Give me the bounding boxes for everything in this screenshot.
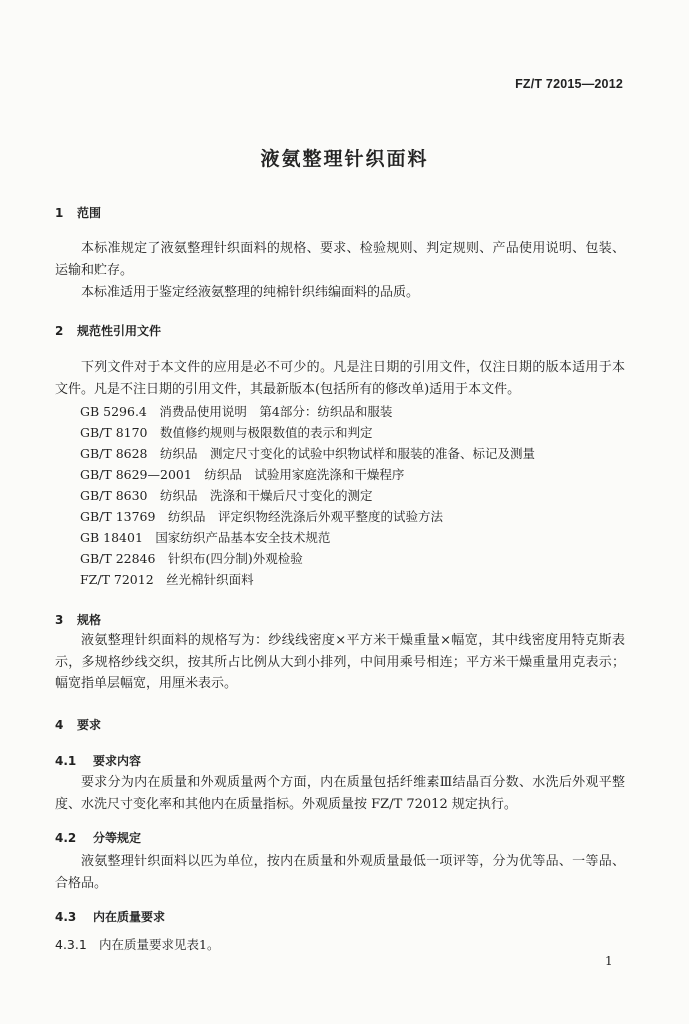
section-1-heading — [55, 204, 101, 221]
section-3-paragraph-1: 液氨整理针织面料的规格写为：纱线线密度×平方米干燥重量×幅宽，其中线密度用特克斯表示，多规格纱线交织，按其所占比例从大到小排列，中间用乘号相连；平方米干燥重量用克表示；幅宽指单层幅宽，用厘米表示。 — [55, 633, 625, 691]
reference-item: GB/T 8630 纺织品 洗涤和干燥后尺寸变化的测定 — [80, 488, 373, 503]
standard-number: FZ/T 72015—2012 — [515, 77, 623, 91]
reference-item: GB/T 8629—2001 纺织品 试验用家庭洗涤和干燥程序 — [80, 467, 405, 482]
section-number: 3 — [55, 613, 64, 627]
section-number: 4.3.1 — [55, 937, 87, 952]
section-2-paragraph-1: 下列文件对于本文件的应用是必不可少的。凡是注日期的引用文件，仅注日期的版本适用于本文件。凡是不注日期的引用文件，其最新版本(包括所有的修改单)适用于本文件。 — [55, 360, 625, 397]
section-title: 规范性引用文件 — [77, 324, 162, 338]
section-number: 4 — [55, 718, 64, 732]
reference-item: GB/T 8628 纺织品 测定尺寸变化的试验中织物试样和服装的准备、标记及测量 — [80, 446, 536, 461]
section-4-3-heading — [55, 908, 165, 925]
section-title: 范围 — [77, 206, 102, 220]
section-4-2-heading — [55, 829, 141, 846]
document-title: 液氨整理针织面料 — [260, 148, 429, 170]
section-4-1-paragraph-1: 要求分为内在质量和外观质量两个方面，内在质量包括纤维素Ⅲ结晶百分数、水洗后外观平整度、水洗尺寸变化率和其他内在质量指标。外观质量按 FZ/T 72012 规定执行。 — [55, 775, 625, 812]
section-number: 4.3 — [55, 910, 77, 924]
section-3-heading — [55, 611, 101, 628]
section-title: 要求 — [77, 718, 102, 732]
section-4-3-1-line — [55, 935, 219, 953]
section-number: 4.1 — [55, 754, 77, 768]
section-number: 1 — [55, 206, 64, 220]
section-number: 4.2 — [55, 831, 77, 845]
section-title: 分等规定 — [93, 831, 142, 845]
section-4-2-paragraph-1: 液氨整理针织面料以匹为单位，按内在质量和外观质量最低一项评等，分为优等品、一等品、合格品。 — [55, 854, 625, 891]
section-title: 内在质量要求 — [93, 910, 166, 924]
section-4-heading — [55, 716, 101, 733]
reference-item: GB 5296.4 消费品使用说明 第4部分：纺织品和服装 — [80, 404, 393, 419]
section-title: 要求内容 — [93, 754, 142, 768]
page-number: 1 — [605, 954, 613, 968]
reference-item: GB/T 8170 数值修约规则与极限数值的表示和判定 — [80, 425, 373, 440]
section-title: 规格 — [77, 613, 102, 627]
section-1-paragraph-2: 本标准适用于鉴定经液氨整理的纯棉针织纬编面料的品质。 — [81, 285, 420, 300]
section-4-1-heading — [55, 752, 141, 769]
reference-item: GB/T 13769 纺织品 评定织物经洗涤后外观平整度的试验方法 — [80, 509, 443, 524]
section-text: 内在质量要求见表1。 — [99, 937, 220, 952]
reference-item: GB 18401 国家纺织产品基本安全技术规范 — [80, 530, 331, 545]
section-2-heading — [55, 322, 161, 339]
section-1-paragraph-1: 本标准规定了液氨整理针织面料的规格、要求、检验规则、判定规则、产品使用说明、包装、运输和贮存。 — [55, 241, 625, 278]
section-number: 2 — [55, 324, 64, 338]
reference-item: FZ/T 72012 丝光棉针织面料 — [80, 572, 254, 587]
reference-item: GB/T 22846 针织布(四分制)外观检验 — [80, 551, 303, 566]
